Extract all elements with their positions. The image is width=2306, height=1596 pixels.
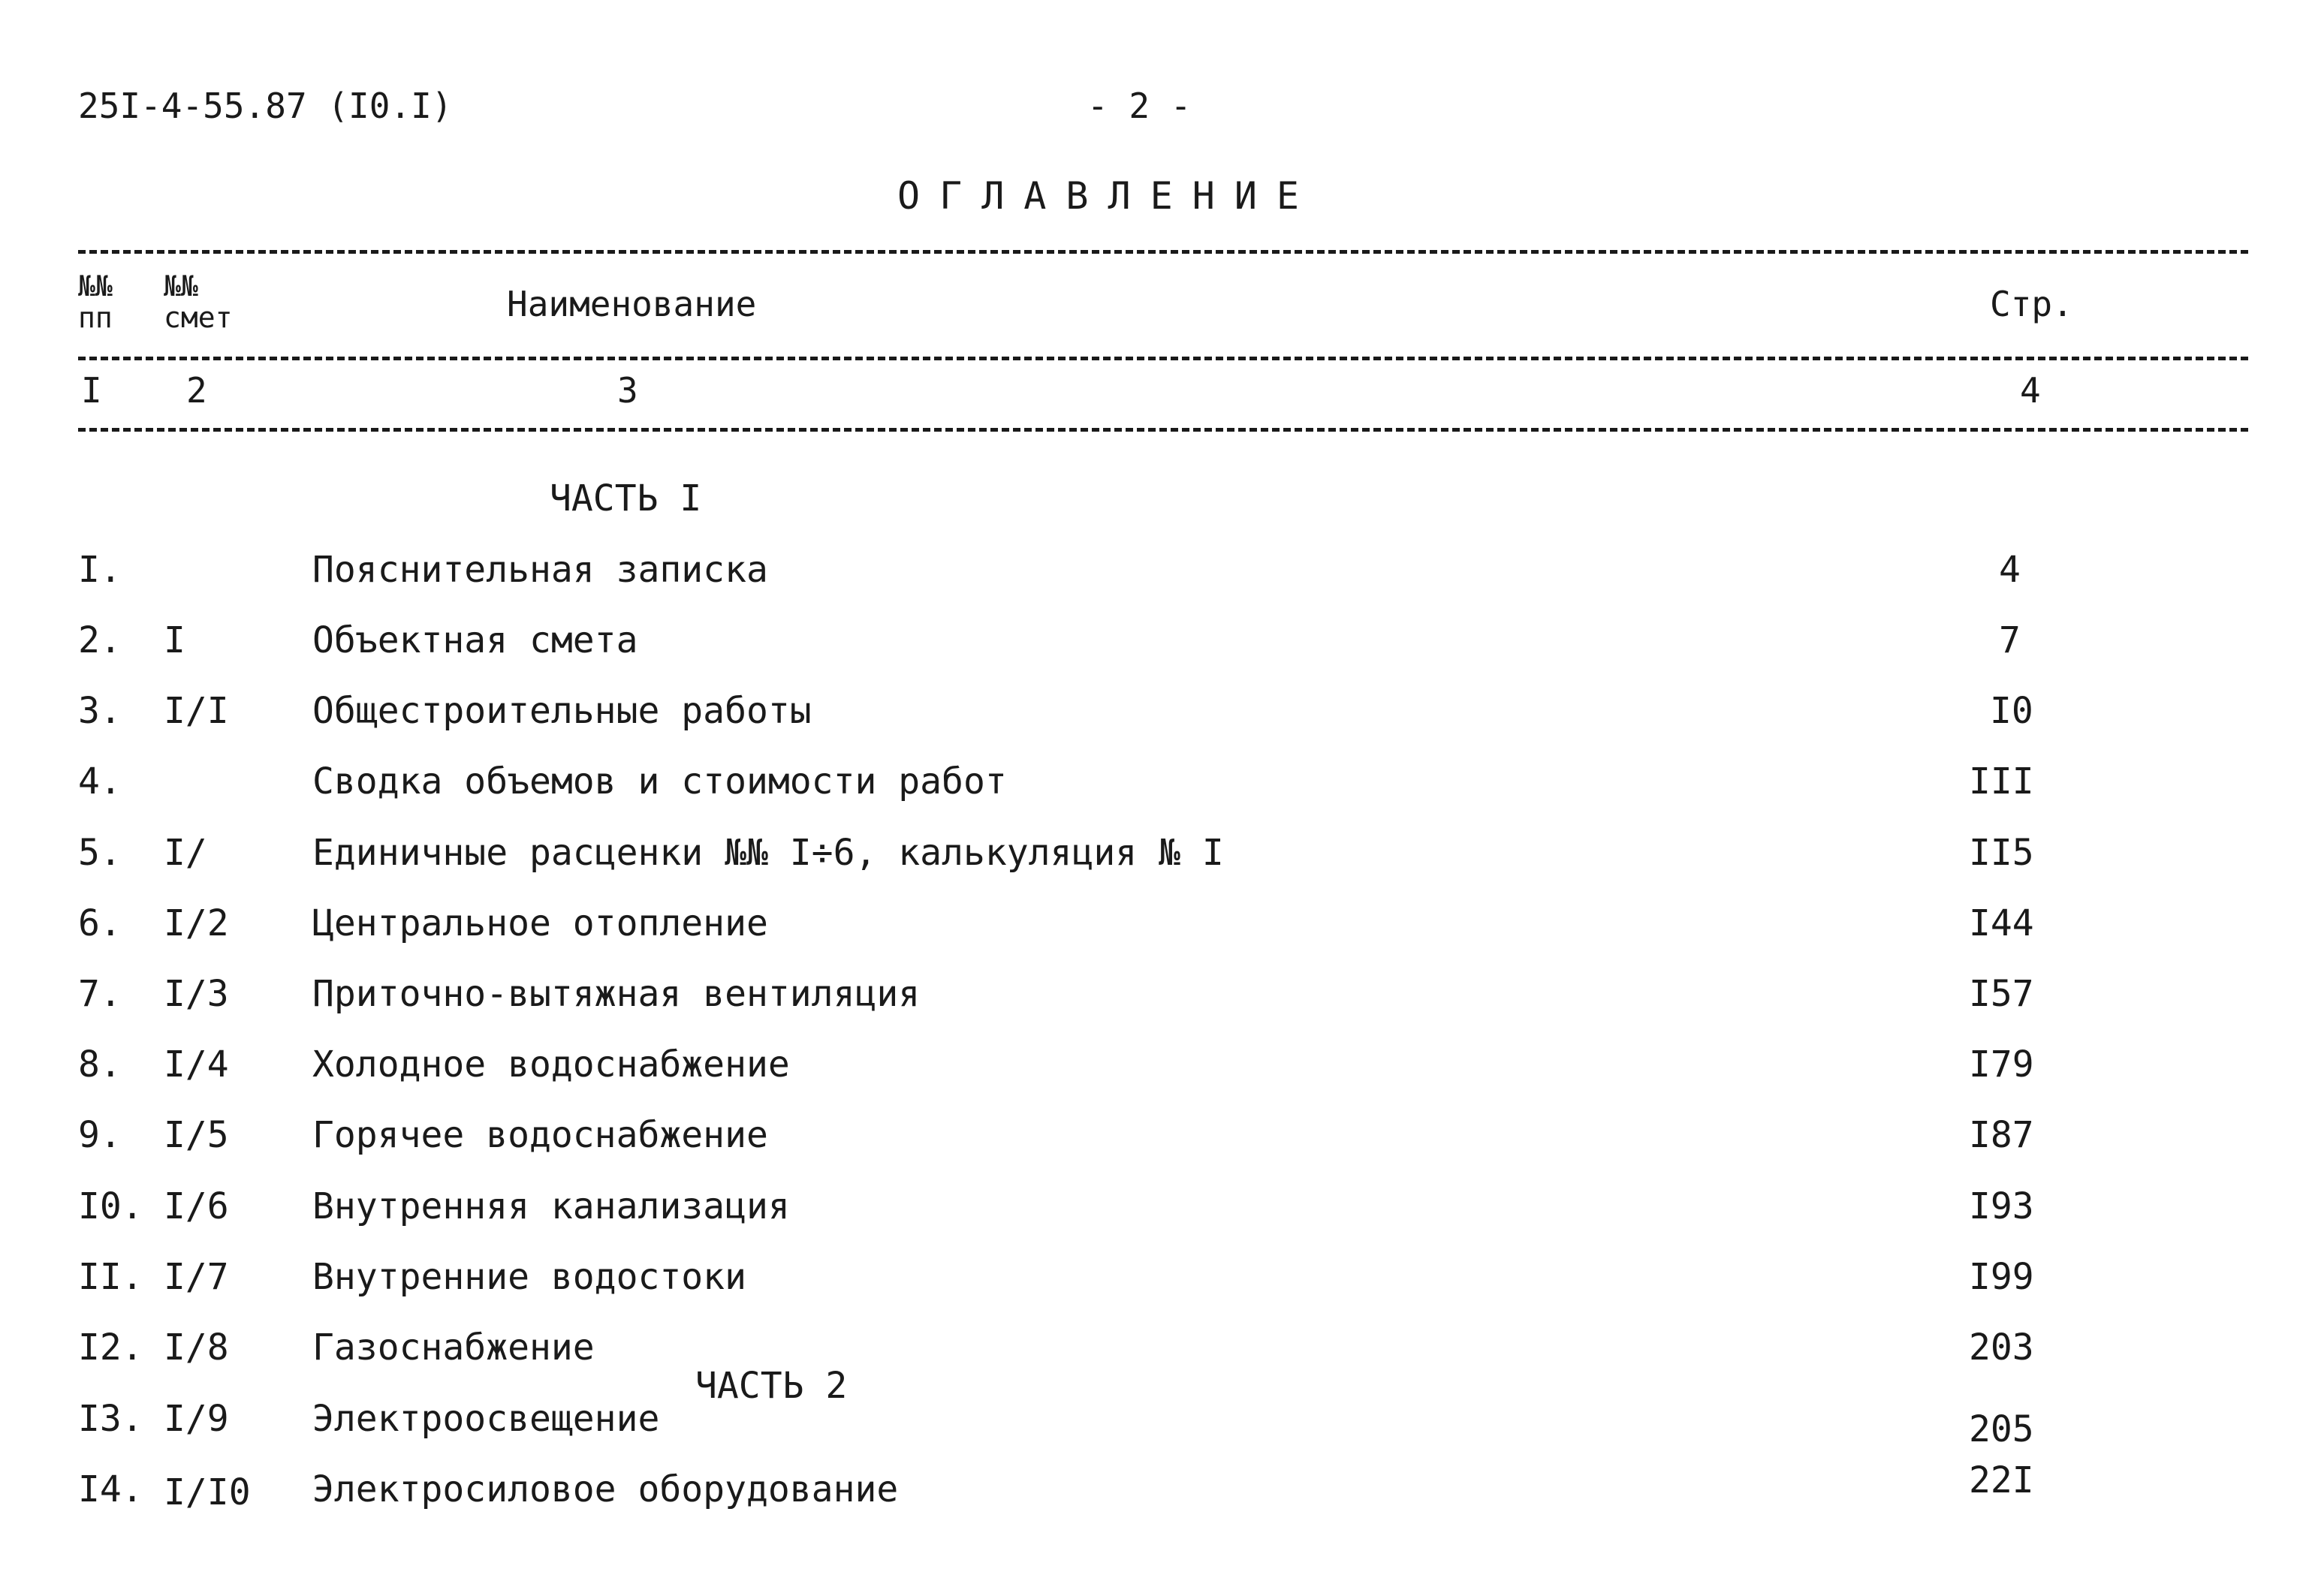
row-page: 7 bbox=[1999, 619, 2021, 661]
row-smeta: I/I0 bbox=[164, 1471, 251, 1513]
row-number: I2. bbox=[78, 1326, 143, 1369]
row-page: I99 bbox=[1969, 1256, 2034, 1298]
row-number: 4. bbox=[78, 760, 122, 803]
row-name: Пояснительная записка bbox=[312, 549, 768, 591]
row-number: 5. bbox=[78, 832, 122, 874]
row-smeta: I/4 bbox=[164, 1043, 229, 1086]
row-number: 7. bbox=[78, 973, 122, 1015]
row-name: Горячее водоснабжение bbox=[312, 1114, 768, 1156]
row-smeta: I/7 bbox=[164, 1256, 229, 1298]
row-smeta: I/5 bbox=[164, 1114, 229, 1156]
row-number: 3. bbox=[78, 690, 122, 732]
row-smeta: I/6 bbox=[164, 1185, 229, 1227]
page-title: ОГЛАВЛЕНИЕ bbox=[897, 174, 1319, 218]
row-name: Объектная смета bbox=[312, 619, 638, 661]
row-number: I3. bbox=[78, 1398, 143, 1440]
part-1-heading: ЧАСТЬ I bbox=[550, 477, 702, 519]
row-name: Приточно-вытяжная вентиляция bbox=[312, 973, 921, 1015]
row-page: I57 bbox=[1969, 973, 2034, 1015]
row-page: I0 bbox=[1990, 690, 2033, 732]
row-page: I93 bbox=[1969, 1185, 2034, 1227]
row-name: Общестроительные работы bbox=[312, 690, 812, 732]
row-page: I44 bbox=[1969, 902, 2034, 944]
row-smeta: I/8 bbox=[164, 1326, 229, 1369]
row-name: Холодное водоснабжение bbox=[312, 1043, 790, 1086]
row-number: I4. bbox=[78, 1468, 143, 1510]
row-smeta: I/2 bbox=[164, 902, 229, 944]
row-page: 203 bbox=[1969, 1326, 2034, 1369]
col-index-1: I bbox=[81, 370, 102, 411]
col-num-label-line2: пп bbox=[78, 301, 113, 334]
row-number: 8. bbox=[78, 1043, 122, 1086]
row-number: I0. bbox=[78, 1185, 143, 1227]
divider-top bbox=[78, 250, 2248, 254]
col-smeta-label-line1: №№ bbox=[164, 270, 198, 303]
row-page: I79 bbox=[1969, 1043, 2034, 1086]
row-page: III bbox=[1969, 760, 2034, 803]
part-2-heading: ЧАСТЬ 2 bbox=[695, 1365, 848, 1407]
row-number: 2. bbox=[78, 619, 122, 661]
row-number: II. bbox=[78, 1256, 143, 1298]
row-page: 22I bbox=[1969, 1459, 2034, 1501]
row-page: 205 bbox=[1969, 1408, 2034, 1450]
col-index-3: 3 bbox=[617, 370, 638, 411]
row-name: Электроосвещение bbox=[312, 1398, 660, 1440]
row-smeta: I/3 bbox=[164, 973, 229, 1015]
col-index-2: 2 bbox=[186, 370, 207, 411]
row-name: Газоснабжение bbox=[312, 1326, 595, 1369]
row-page: I87 bbox=[1969, 1114, 2034, 1156]
col-page-label: Стр. bbox=[1990, 284, 2073, 324]
col-name-label: Наименование bbox=[507, 284, 757, 324]
row-smeta: I/9 bbox=[164, 1398, 229, 1440]
row-number: 9. bbox=[78, 1114, 122, 1156]
row-name: Внутренняя канализация bbox=[312, 1185, 790, 1227]
row-name: Сводка объемов и стоимости работ bbox=[312, 760, 1007, 803]
row-name: Внутренние водостоки bbox=[312, 1256, 746, 1298]
row-smeta: I/ bbox=[164, 832, 207, 874]
divider-middle bbox=[78, 357, 2248, 360]
document-code: 25I-4-55.87 (I0.I) bbox=[78, 86, 453, 126]
row-name: Единичные расценки №№ I÷6, калькуляция № I bbox=[312, 832, 1224, 874]
row-number: 6. bbox=[78, 902, 122, 944]
row-name: Центральное отопление bbox=[312, 902, 768, 944]
row-page: 4 bbox=[1999, 549, 2021, 591]
divider-bottom bbox=[78, 428, 2248, 432]
col-smeta-label-line2: смет bbox=[164, 301, 233, 334]
row-page: II5 bbox=[1969, 832, 2034, 874]
page-number: - 2 - bbox=[1087, 86, 1192, 126]
row-smeta: I/I bbox=[164, 690, 229, 732]
row-name: Электросиловое оборудование bbox=[312, 1468, 899, 1510]
col-num-label-line1: №№ bbox=[78, 270, 113, 303]
col-index-4: 4 bbox=[2020, 370, 2041, 411]
row-number: I. bbox=[78, 549, 122, 591]
row-smeta: I bbox=[164, 619, 185, 661]
